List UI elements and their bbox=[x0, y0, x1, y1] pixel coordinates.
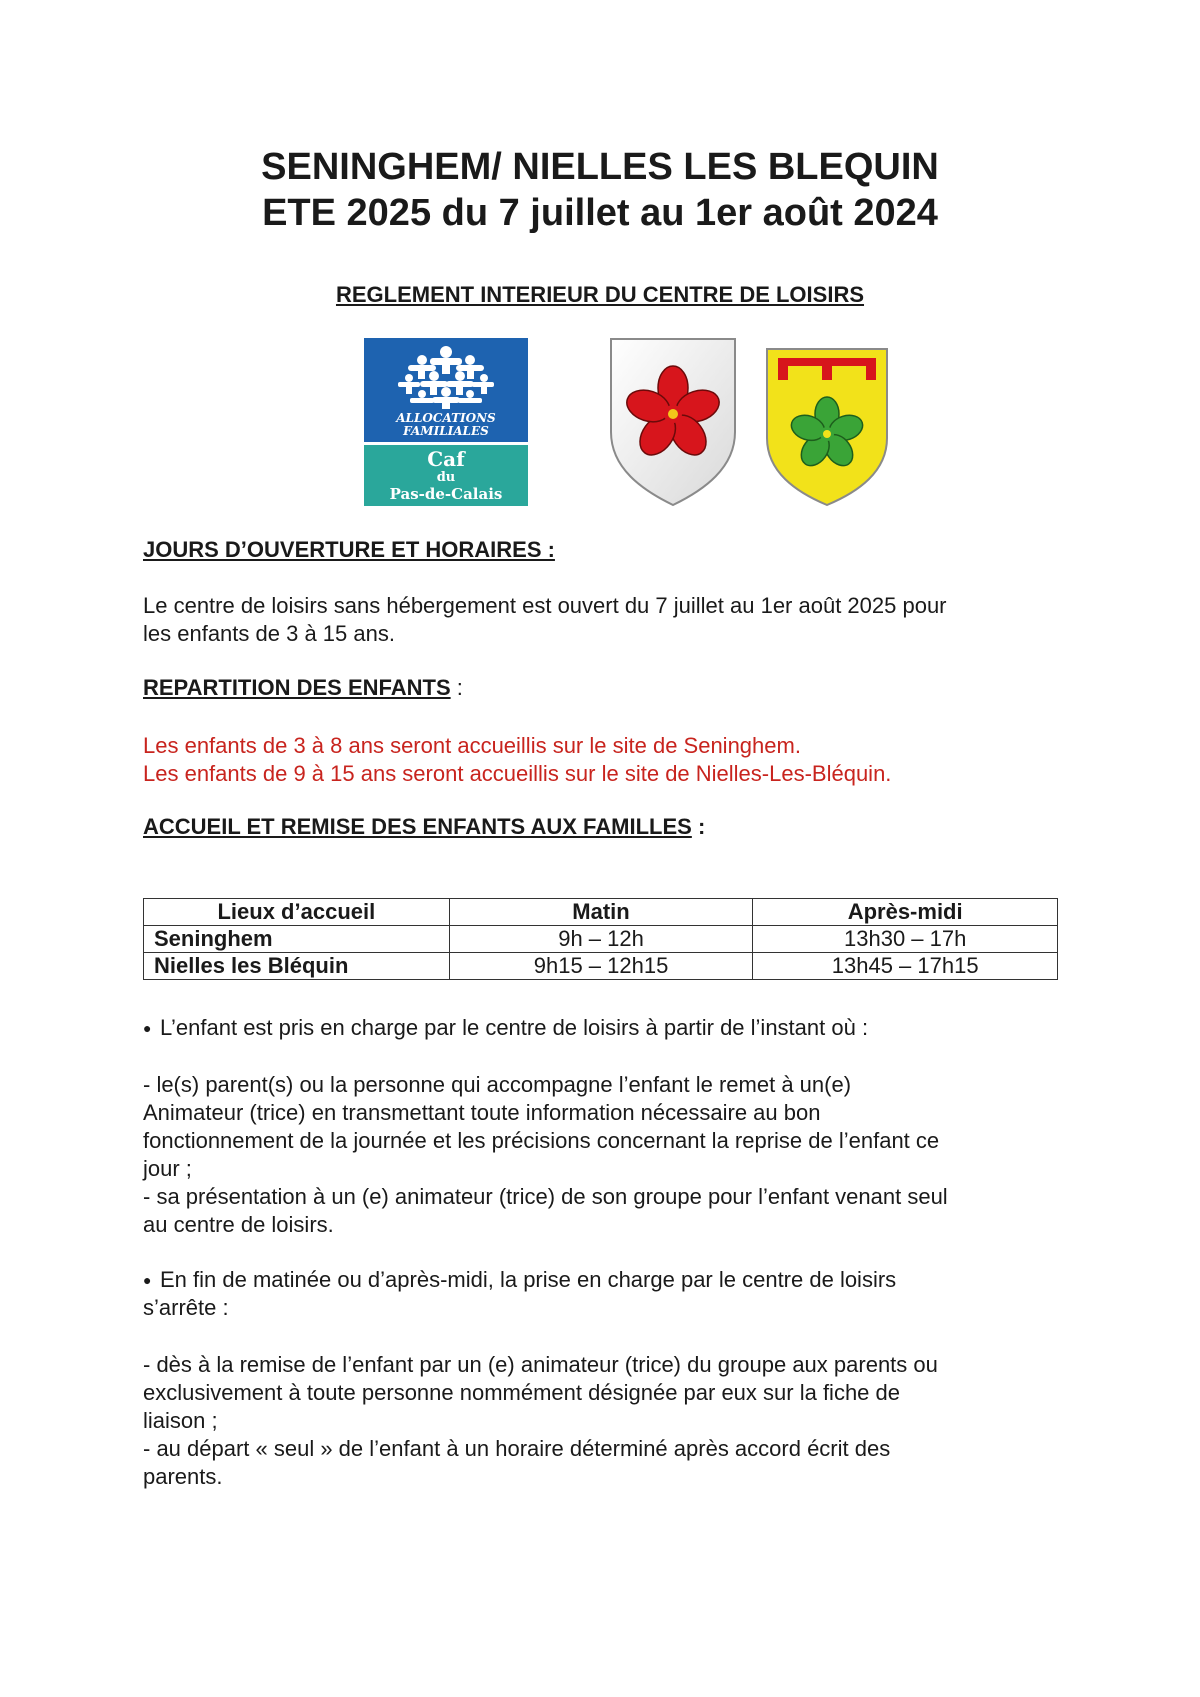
seninghem-coat-of-arms bbox=[608, 336, 738, 508]
page-title-line2: ETE 2025 du 7 juillet au 1er août 2024 bbox=[262, 192, 938, 234]
heading-suffix: : bbox=[691, 814, 706, 839]
start-conditions-list bbox=[143, 1071, 1043, 1239]
schedule-table bbox=[143, 898, 1058, 980]
bullet-text-continued: s’arrête : bbox=[143, 1295, 229, 1320]
bullet-icon: ● bbox=[143, 1272, 152, 1288]
afternoon-cell: 13h30 – 17h bbox=[753, 926, 1058, 953]
heading-text: REPARTITION DES ENFANTS bbox=[143, 675, 451, 700]
bullet-text: L’enfant est pris en charge par le centre de loisirs à partir de l’instant où : bbox=[160, 1015, 869, 1040]
column-header: Matin bbox=[449, 899, 753, 926]
list-line: jour ; bbox=[143, 1156, 192, 1181]
caf-label-line2: FAMILIALES bbox=[403, 424, 489, 438]
paragraph-line: les enfants de 3 à 15 ans. bbox=[143, 621, 395, 646]
column-header: Lieux d’accueil bbox=[144, 899, 450, 926]
heading-text: JOURS D’OUVERTURE ET HORAIRES : bbox=[143, 537, 555, 562]
bullet-paragraph-start bbox=[143, 1014, 1043, 1042]
place-cell: Seninghem bbox=[144, 926, 450, 953]
document-subtitle: REGLEMENT INTERIEUR DU CENTRE DE LOISIRS bbox=[335, 282, 865, 307]
list-line: liaison ; bbox=[143, 1408, 218, 1433]
afternoon-cell: 13h45 – 17h15 bbox=[753, 953, 1058, 980]
caf-label-line5: Pas-de-Calais bbox=[389, 485, 503, 503]
paragraph-line: Les enfants de 9 à 15 ans seront accueillis sur le site de Nielles-Les-Bléquin. bbox=[143, 761, 892, 786]
nielles-coat-of-arms bbox=[764, 346, 890, 508]
caf-label-line3: Caf bbox=[427, 447, 465, 471]
section-heading-accueil bbox=[143, 814, 705, 840]
section-heading-jours bbox=[143, 537, 555, 563]
table-row bbox=[144, 926, 1058, 953]
paragraph-line: Le centre de loisirs sans hébergement est ouvert du 7 juillet au 1er août 2025 pour bbox=[143, 593, 947, 618]
heading-text: ACCUEIL ET REMISE DES ENFANTS AUX FAMILLES bbox=[143, 814, 692, 839]
heading-suffix: : bbox=[450, 675, 463, 700]
list-line: Animateur (trice) en transmettant toute information nécessaire au bon bbox=[143, 1100, 821, 1125]
repartition-paragraph bbox=[143, 732, 1043, 788]
list-line: - dès à la remise de l’enfant par un (e) animateur (trice) du groupe aux parents ou bbox=[143, 1352, 938, 1377]
caf-label-line4: du bbox=[436, 470, 456, 485]
list-line: - au départ « seul » de l’enfant à un horaire déterminé après accord écrit des bbox=[143, 1436, 891, 1461]
list-line: - le(s) parent(s) ou la personne qui accompagne l’enfant le remet à un(e) bbox=[143, 1072, 852, 1097]
morning-cell: 9h – 12h bbox=[449, 926, 753, 953]
section-heading-repartition bbox=[143, 675, 463, 701]
list-line: exclusivement à toute personne nommément désignée par eux sur la fiche de bbox=[143, 1380, 900, 1405]
end-conditions-list bbox=[143, 1351, 1043, 1491]
bullet-icon: ● bbox=[143, 1020, 152, 1036]
column-header: Après-midi bbox=[753, 899, 1058, 926]
list-line: fonctionnement de la journée et les précisions concernant la reprise de l’enfant ce bbox=[143, 1128, 940, 1153]
table-row bbox=[144, 953, 1058, 980]
bullet-paragraph-end bbox=[143, 1266, 1043, 1322]
bullet-text: En fin de matinée ou d’après-midi, la prise en charge par le centre de loisirs bbox=[160, 1267, 897, 1292]
page-title-line1: SENINGHEM/ NIELLES LES BLEQUIN bbox=[261, 146, 939, 188]
table-header-row bbox=[144, 899, 1058, 926]
paragraph-line: Les enfants de 3 à 8 ans seront accueillis sur le site de Seninghem. bbox=[143, 733, 801, 758]
list-line: parents. bbox=[143, 1464, 223, 1489]
caf-logo bbox=[364, 338, 528, 506]
list-line: - sa présentation à un (e) animateur (trice) de son groupe pour l’enfant venant seul bbox=[143, 1184, 948, 1209]
opening-paragraph bbox=[143, 592, 1043, 648]
place-cell: Nielles les Bléquin bbox=[144, 953, 450, 980]
caf-label-line1: ALLOCATIONS bbox=[396, 411, 496, 425]
morning-cell: 9h15 – 12h15 bbox=[449, 953, 753, 980]
list-line: au centre de loisirs. bbox=[143, 1212, 334, 1237]
